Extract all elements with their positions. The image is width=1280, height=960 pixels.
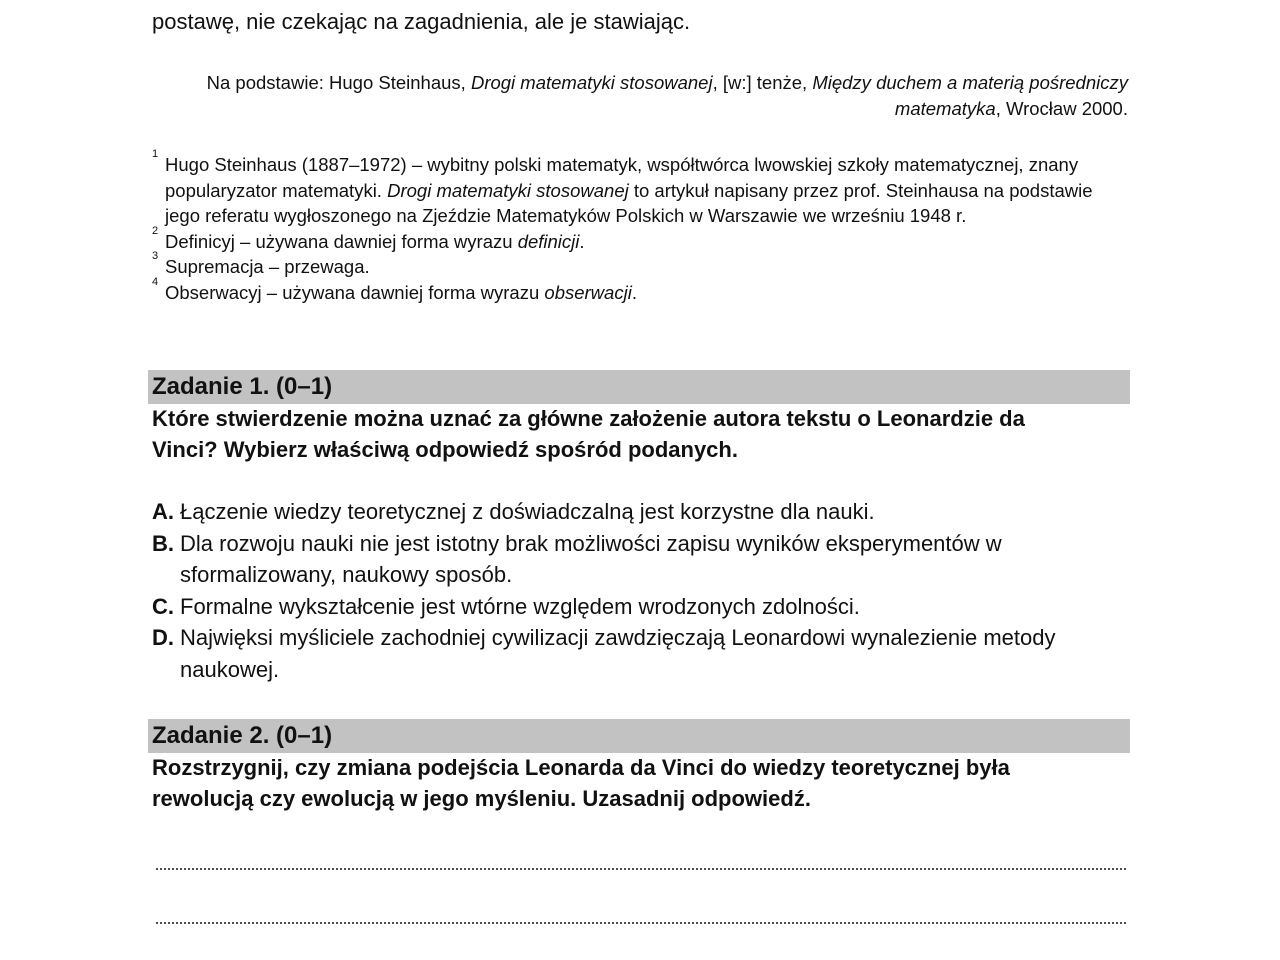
footnote-number: 3 — [152, 250, 159, 262]
option-letter: B. — [152, 530, 174, 556]
source-title-2: Między duchem a materią pośredniczy matematyka — [812, 72, 1128, 119]
footnote-italic: definicji — [517, 230, 580, 252]
footnote-text: Supremacja – przewaga. — [165, 256, 370, 277]
option-text: Najwięksi myśliciele zachodniej cywilizacji zawdzięczają Leonardowi wynalezienie metody naukowej. — [180, 625, 1056, 682]
task-1-question: Które stwierdzenie można uznać za główne założenie autora tekstu o Leonardzie da Vinci? Wybierz właściwą odpowiedź spośród podanych. — [152, 406, 1025, 462]
option-text: Formalne wykształcenie jest wtórne względem wrodzonych zdolności. — [180, 593, 860, 619]
option-letter: D. — [152, 625, 174, 650]
task-2-header — [148, 719, 1130, 753]
footnotes-list — [152, 148, 1132, 305]
footnote-1 — [152, 148, 1132, 229]
option-d — [152, 622, 1132, 685]
option-c — [152, 591, 1132, 623]
footnote-text: Hugo Steinhaus (1887–1972) – wybitny polski matematyk, współtwórca lwowskiej szkoły matematycznej, znany popularyzator matematyki. — [165, 154, 1079, 201]
source-title-1: Drogi matematyki stosowanej — [470, 72, 713, 93]
footnote-italic: Drogi matematyki stosowanej — [387, 179, 629, 201]
source-suffix: , Wrocław 2000. — [995, 98, 1128, 119]
footnote-italic: obserwacji — [544, 281, 632, 303]
option-a — [152, 496, 1132, 528]
intro-text-line: postawę, nie czekając na zagadnienia, ale je stawiając. — [152, 9, 691, 34]
footnote-number: 1 — [152, 148, 159, 160]
footnote-text: Obserwacyj – używana dawniej forma wyrazu — [165, 281, 545, 303]
option-text: Łączenie wiedzy teoretycznej z doświadczalną jest korzystne dla nauki. — [180, 499, 875, 524]
footnote-text-end: . — [579, 230, 585, 252]
source-prefix: Na podstawie: Hugo Steinhaus, — [206, 72, 471, 93]
answer-dotted-line[interactable] — [155, 868, 1127, 870]
task-1-title: Zadanie 1. (0–1) — [152, 373, 333, 400]
option-letter: A. — [152, 499, 174, 524]
source-middle: , [w:] tenże, — [712, 72, 813, 93]
task-2-title: Zadanie 2. (0–1) — [152, 722, 333, 749]
footnote-text: Definicyj – używana dawniej forma wyrazu — [165, 230, 518, 252]
option-letter: C. — [152, 593, 174, 619]
answer-dotted-line[interactable] — [155, 922, 1127, 924]
option-text: Dla rozwoju nauki nie jest istotny brak możliwości zapisu wyników eksperymentów w sformalizowany, naukowy sposób. — [180, 530, 1002, 587]
source-citation — [150, 70, 1128, 122]
footnote-number: 2 — [152, 224, 159, 237]
footnote-4 — [152, 275, 1132, 306]
option-b — [152, 528, 1132, 591]
footnote-2 — [152, 224, 1132, 255]
footnote-number: 4 — [152, 275, 159, 288]
footnote-text-end: . — [631, 281, 637, 303]
task-1-header — [148, 370, 1130, 404]
task-2-question: Rozstrzygnij, czy zmiana podejścia Leonarda da Vinci do wiedzy teoretycznej była rewolucją czy ewolucją w jego myśleniu. Uzasadnij odpowiedź. — [152, 755, 1010, 811]
task-1-options — [152, 496, 1132, 685]
footnote-3 — [152, 250, 1132, 280]
footnote-text-end: to artykuł napisany przez prof. Steinhausa na podstawie jego referatu wygłoszonego na Zjeździe Matematyków Polskich w Warszawie we wrześniu 1948 r. — [165, 179, 1093, 226]
